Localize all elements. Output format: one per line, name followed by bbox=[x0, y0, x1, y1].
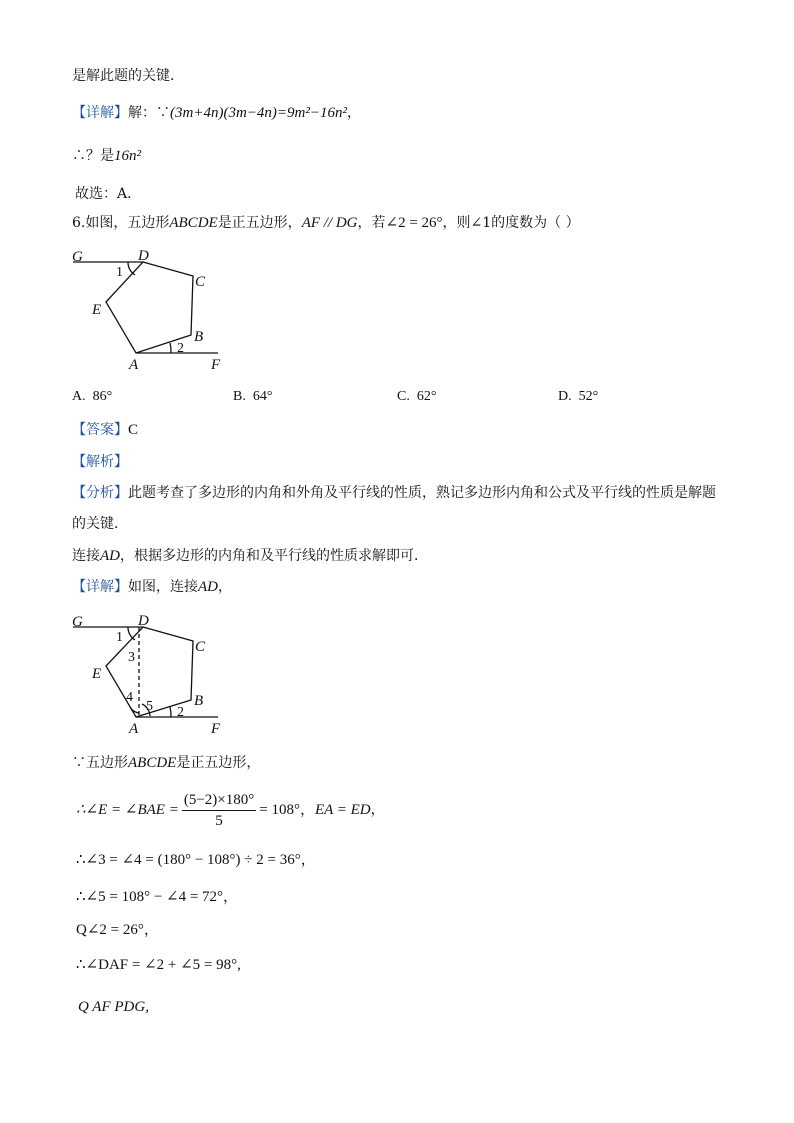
answer-tag: 【答案】 bbox=[72, 422, 128, 438]
label-a-2: A bbox=[129, 721, 139, 737]
question-number: 6. bbox=[72, 215, 86, 231]
fenxi-line bbox=[72, 483, 716, 503]
s2-numerator: (5−2)×180° bbox=[182, 791, 256, 811]
label-d-2: D bbox=[138, 613, 149, 629]
detail-pre: 解：∵ bbox=[128, 105, 170, 121]
answer-value: C bbox=[128, 422, 139, 438]
question-angle2: ∠2 = 26° bbox=[385, 215, 443, 231]
solution-line-4: ∴∠5 = 108° − ∠4 = 72°， bbox=[76, 889, 239, 905]
s2-fraction bbox=[182, 791, 256, 830]
label-e: E bbox=[92, 302, 102, 318]
option-b: B. 64° bbox=[233, 389, 273, 404]
question-text-2: 是正五边形， bbox=[217, 215, 302, 231]
label-a: A bbox=[129, 357, 139, 373]
connect-line bbox=[72, 546, 428, 566]
label-angle-3: 3 bbox=[128, 650, 135, 665]
therefore-math: 16n² bbox=[114, 148, 141, 164]
detail2-line bbox=[72, 577, 232, 597]
fenxi-tag: 【分析】 bbox=[72, 485, 128, 501]
s2-pre: ∴∠E = ∠BAE = bbox=[76, 802, 179, 818]
detail2-pre: 如图，连接 bbox=[128, 579, 198, 595]
angle-1-arc-2 bbox=[128, 627, 135, 640]
label-b-2: B bbox=[194, 693, 204, 709]
label-angle-1-2: 1 bbox=[116, 630, 123, 645]
detail-post: ， bbox=[346, 105, 361, 121]
connect-ad: AD bbox=[100, 548, 120, 564]
s2-eq: EA = ED bbox=[314, 802, 371, 818]
angle-2-arc bbox=[170, 343, 171, 353]
label-b: B bbox=[194, 329, 204, 345]
s2-post: = 108°， bbox=[259, 802, 315, 818]
s1-post: 是正五边形， bbox=[176, 755, 261, 771]
s1-abcde: ABCDE bbox=[128, 755, 177, 771]
fenxi-cont: 的关键． bbox=[72, 516, 128, 532]
angle-1-arc bbox=[128, 262, 135, 275]
s2-end: ， bbox=[370, 802, 385, 818]
analysis-tag: 【解析】 bbox=[72, 454, 128, 470]
label-f-2: F bbox=[211, 721, 221, 737]
label-angle-4: 4 bbox=[126, 690, 133, 705]
s2-denominator: 5 bbox=[215, 812, 223, 829]
label-c-2: C bbox=[195, 639, 206, 655]
detail2-post: ， bbox=[218, 579, 232, 595]
text-line-1: 是解此题的关键． bbox=[72, 68, 184, 84]
option-d: D. 52° bbox=[558, 389, 599, 404]
therefore-line bbox=[72, 146, 141, 166]
solution-line-6: ∴∠DAF = ∠2 + ∠5 = 98°, bbox=[76, 957, 241, 973]
question-6 bbox=[72, 213, 580, 233]
detail2-tag: 【详解】 bbox=[72, 579, 128, 595]
label-g: G bbox=[72, 249, 83, 265]
solution-line-2 bbox=[76, 788, 385, 832]
label-angle-5: 5 bbox=[146, 699, 153, 714]
solution-line-3: ∴∠3 = ∠4 = (180° − 108°) ÷ 2 = 36°， bbox=[76, 852, 316, 868]
label-d: D bbox=[138, 248, 149, 264]
angle-2-arc-2 bbox=[170, 707, 171, 717]
detail2-ad: AD bbox=[198, 579, 218, 595]
fenxi-text: 此题考查了多边形的内角和外角及平行线的性质，熟记多边形内角和公式及平行线的性质是解题 bbox=[128, 485, 716, 501]
label-angle-2: 2 bbox=[177, 341, 184, 356]
solution-line-7: Q AF PDG, bbox=[78, 999, 149, 1015]
label-f: F bbox=[211, 357, 221, 373]
label-c: C bbox=[195, 274, 206, 290]
label-e-2: E bbox=[92, 666, 102, 682]
question-text-4: ，则∠1的度数为（ ） bbox=[442, 215, 580, 231]
label-g-2: G bbox=[72, 614, 83, 630]
connect-post: ，根据多边形的内角和及平行线的性质求解即可． bbox=[120, 548, 428, 564]
solution-line-1 bbox=[72, 753, 260, 773]
choose-line: 故选：A． bbox=[75, 186, 142, 202]
option-c: C. 62° bbox=[397, 389, 437, 404]
detail-line bbox=[72, 103, 361, 123]
pentagon-figure-1 bbox=[70, 244, 230, 376]
question-text-3: ，若 bbox=[357, 215, 386, 231]
label-angle-2-2: 2 bbox=[177, 705, 184, 720]
detail-tag: 【详解】 bbox=[72, 105, 128, 121]
answer-line bbox=[72, 420, 138, 440]
connect-pre: 连接 bbox=[72, 548, 100, 564]
pentagon-figure-2 bbox=[70, 610, 230, 740]
therefore-pre: ∴？是 bbox=[72, 148, 114, 164]
question-afdg: AF // DG bbox=[301, 215, 358, 231]
detail-formula: (3m+4n)(3m−4n)=9m²−16n² bbox=[170, 105, 347, 121]
s1-pre: ∵五边形 bbox=[72, 755, 128, 771]
option-a: A. 86° bbox=[72, 389, 113, 404]
label-angle-1: 1 bbox=[116, 265, 123, 280]
question-abcde: ABCDE bbox=[169, 215, 218, 231]
question-text-1: 如图，五边形 bbox=[85, 215, 170, 231]
solution-line-5: Q∠2 = 26°， bbox=[76, 922, 159, 938]
